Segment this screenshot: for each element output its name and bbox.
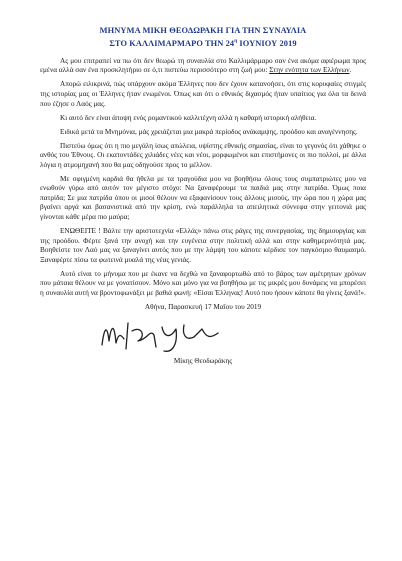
letter-body — [40, 57, 366, 299]
paragraph-4: Ειδικά μετά τα Μνημόνια, μάς χρειάζεται μια μακρά περίοδος ανάκαμψης, προόδου και αναγέννησης. — [60, 127, 358, 136]
paragraph-6: Με σφιγμένη καρδιά θα ήθελα με τα τραγούδια μου να βοηθήσω όλους τους συμπατριώτες μου να ενωθούν γύρω από αυτόν τον μέγιστο στόχο: Να ξαναφέρουμε τα παιδιά μας στην πατρίδα. Όμως ποια πατρίδα; Σε μια πατρίδα όπου οι μισοί θέλουν να εξαφανίσουν τους άλλους μισούς, την ώρα που η χώρα μας βγαίνει αργά και βασανιστικά από την κρίση, ενώ παράλληλα τα απειλητικά σύννεφα στην γειτονιά μας γίνονται κάθε μέρα πιο μαύρα; — [40, 174, 366, 222]
signature-area — [40, 315, 366, 357]
signature-name: Μίκης Θεοδωράκης — [173, 356, 233, 365]
paragraph-7-text: ! Βάλτε την αριστοτεχνία «Ελλάς» πάνω στις ράγες της συνεργασίας, της δημιουργίας και της προόδου. Φέρτε ξανά την ανοχή και την ευγένεια στην πολιτική αλλά και στην καθημερινότητά μας. Βοηθείστε τον Λαό μας να ξαναγίνει αυτός που με την λάμψη του κάποτε κέρδισε τον παγκόσμιο θαυμασμό. Ξαναφέρτε πίσω τα φωτεινά μυαλά της νέας γενιάς. — [40, 227, 366, 264]
unite-callout: ΕΝΩΘΕΙΤΕ — [60, 227, 96, 236]
paragraph-2: Απορώ ειλικρινά, πώς υπάρχουν ακόμα Έλληνες που δεν έχουν κατανοήσει, ότι στις κορυφαίες στιγμές της ιστορίας μας οι Έλληνες ήταν ενωμένοι. Όπως και ότι ο εθνικός διχασμός ήταν υπαίτιος για όλα τα δεινά που έζησε ο Λαός μας. — [40, 80, 366, 108]
paragraph-1-end: . — [349, 66, 352, 75]
handwritten-signature — [98, 315, 228, 355]
letter-title — [40, 26, 366, 49]
title-line-2 — [40, 37, 366, 49]
title-line-2-end: ΙΟΥΝΙΟΥ 2019 — [237, 38, 297, 48]
paragraph-8: Αυτό είναι το μήνυμα που με έκανε να δεχθώ να ξαναφορτωθώ από το βάρος των αμέτρητων χρόνων που μάταια θέλουν να με γονατίσουν. Μόνο και μόνο για να βοηθήσω με τις μικρές μου δυνάμεις να μπορέσει η συναυλία αυτή να βροντοφωνάξει με βαθιά φωνή: «Είσαι Έλληνας! Αυτό που ήσουν κάποτε θα γίνεις ξανά!». — [40, 269, 366, 297]
title-ordinal-sup: η — [234, 38, 238, 44]
date-line: Αθήνα, Παρασκευή 17 Μαΐου του 2019 — [144, 302, 262, 311]
paragraph-5: Πιστεύω όμως ότι η πιο μεγάλη ίσως απώλεια, υψίστης εθνικής σημασίας, είναι το γεγονός ότι χάθηκε ο ανθός του Έθνους. Οι εκατοντάδες χιλιάδες νέες και νέοι, μορφωμένοι και επιστήμονες οι πιο πολλοί, με άλλα λόγια η ατμομηχανή που θα μας οδηγούσε προς το μέλλον. — [40, 141, 366, 169]
paragraph-7 — [40, 227, 366, 265]
title-line-1: ΜΗΝΥΜΑ ΜΙΚΗ ΘΕΟΔΩΡΑΚΗ ΓΙΑ ΤΗΝ ΣΥΝΑΥΛΙΑ — [99, 26, 307, 35]
paragraph-3: Κι αυτό δεν είναι άποψη ενός ρομαντικού καλλιτέχνη αλλά η καθαρή ιστορική αλήθεια. — [60, 113, 317, 122]
title-line-2-text: ΣΤΟ ΚΑΛΛΙΜΑΡΜΑΡΟ ΤΗΝ 24 — [109, 38, 235, 48]
letter-page — [0, 26, 402, 561]
underlined-phrase: Στην ενότητα των Ελλήνων — [269, 66, 350, 75]
paragraph-1 — [40, 57, 366, 76]
paragraph-1-text: Ας μου επιτραπεί να πω ότι δεν θεωρώ τη συναυλία στο Καλλιμάρμαρο σαν ένα ακόμα αφιέρωμα προς εμένα αλλά σαν ένα προσκλητήριο σε ό,τι πιστεύω περισσότερο στη ζωή μου: — [40, 56, 366, 75]
